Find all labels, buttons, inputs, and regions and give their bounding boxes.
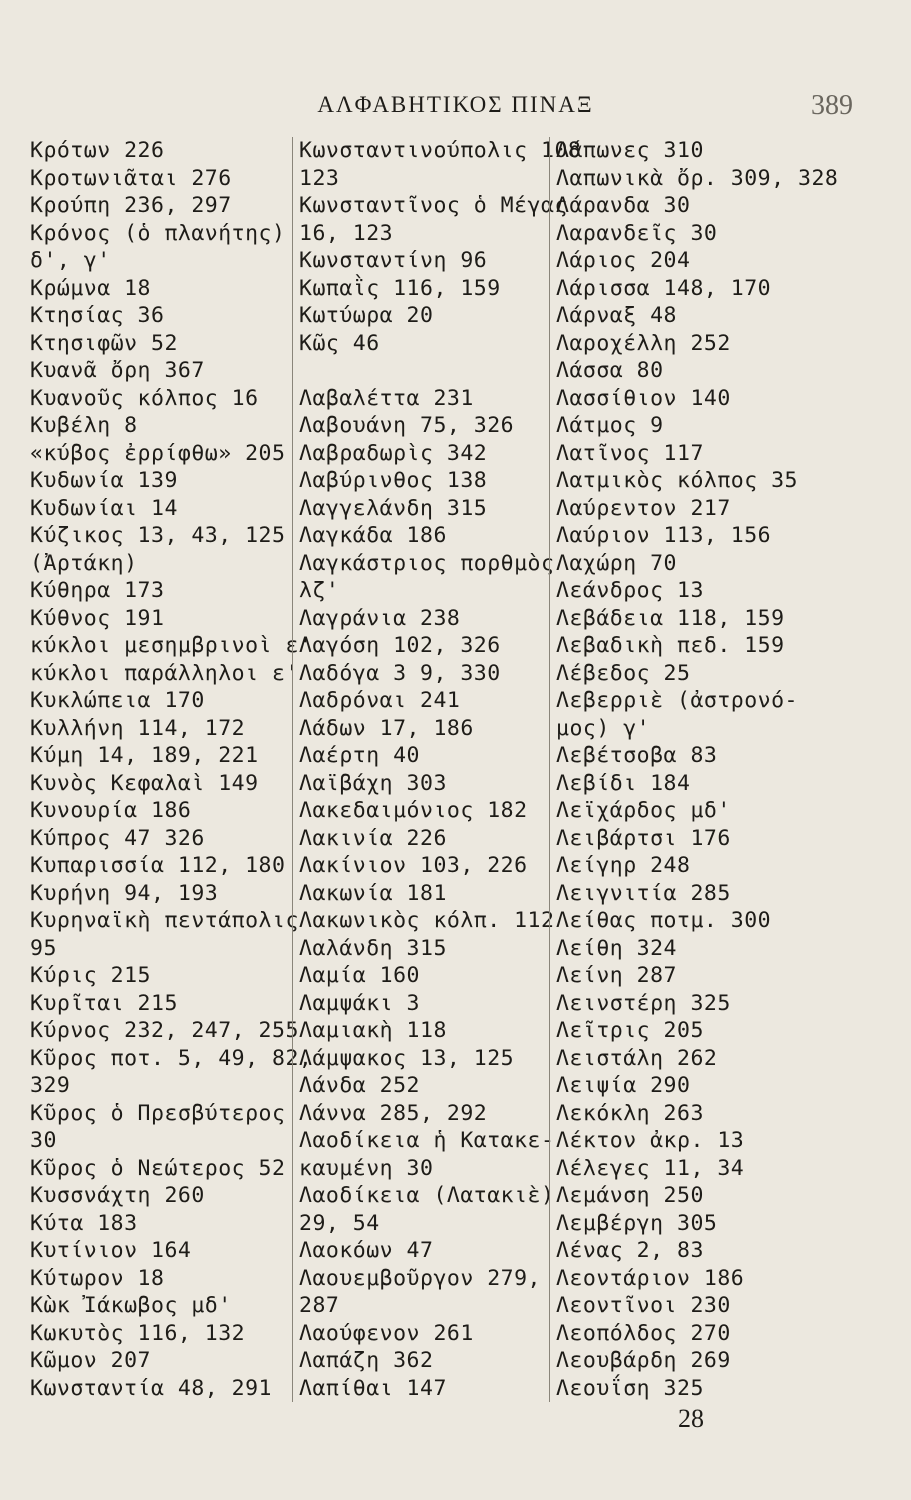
index-entry: Λεουΐση 325: [556, 1375, 704, 1401]
index-entry: Λατῖνος 117: [556, 440, 704, 466]
index-entry: Λακινία 226: [299, 825, 447, 851]
index-entry: κύκλοι παράλληλοι ε': [30, 660, 299, 686]
index-entry: Λαπάζη 362: [299, 1348, 434, 1373]
index-entry: Κυρηναϊκὴ πεντάπολις: [30, 908, 299, 933]
index-entry: δ', γ': [30, 248, 111, 273]
page-title: ΑΛΦΑΒΗΤΙΚΟΣ ΠΙΝΑΞ: [317, 92, 594, 117]
index-entry: Λειβάρτσι 176: [556, 825, 731, 851]
index-column-3: [549, 137, 896, 1402]
index-entry: Κυρήνη 94, 193: [30, 880, 219, 906]
index-entry: Λαούφενον 261: [299, 1320, 474, 1346]
index-entry: Κύπρος 47 326: [30, 825, 205, 851]
index-entry: Κυπαρισσία 112, 180: [30, 853, 286, 878]
index-entry: Λακωνικὸς κόλπ. 112: [299, 908, 555, 933]
index-entry: καυμένη 30: [299, 1155, 434, 1181]
index-entry: Λάμψακος 13, 125: [299, 1045, 515, 1071]
signature-mark: 28: [678, 1404, 704, 1433]
index-entry: [299, 357, 551, 385]
index-entry: Λάδων 17, 186: [299, 715, 474, 741]
index-entry: κύκλοι μεσημβρινοὶ ε': [30, 633, 313, 658]
index-entry: 123: [299, 165, 340, 191]
index-entry: Λασσίθιον 140: [556, 385, 731, 411]
index-entry: Λακίνιον 103, 226: [299, 853, 528, 878]
index-entry: Λαμψάκι 3: [299, 990, 420, 1016]
index-entry: Λεβερριὲ (ἀστρονό-: [556, 688, 798, 713]
index-entry: 329: [30, 1073, 71, 1098]
index-entry: Λεβάδεια 118, 159: [556, 605, 785, 631]
index-column-1: [30, 137, 313, 1402]
index-entry: Κτησίας 36: [30, 303, 165, 328]
index-entry: Κωνσταντῖνος ὁ Μέγας: [299, 193, 568, 218]
index-entry: Λαγόση 102, 326: [299, 633, 501, 658]
index-entry: Λαχώρη 70: [556, 550, 677, 576]
index-entry: Λαδρόναι 241: [299, 688, 461, 713]
index-entry: Λαβύρινθος 138: [299, 468, 488, 493]
index-entry: (Ἀρτάκη): [30, 550, 138, 576]
index-entry: Κυρῖται 215: [30, 990, 178, 1016]
index-entry: Κύζικος 13, 43, 125: [30, 523, 286, 548]
index-entry: Λειγνιτία 285: [556, 880, 731, 906]
index-entry: Λαοδίκεια ἡ Κατακε-: [299, 1128, 555, 1153]
index-entry: Κυνουρία 186: [30, 798, 192, 823]
index-entry: Λαέρτη 40: [299, 743, 420, 768]
index-entry: Κυανᾶ ὄρη 367: [30, 358, 205, 383]
index-entry: Λεϊχάρδος μδ': [556, 798, 731, 823]
index-entry: Λαγγελάνδη 315: [299, 495, 488, 521]
index-entry: Κύτωρον 18: [30, 1265, 165, 1291]
index-entry: Λεάνδρος 13: [556, 578, 704, 603]
index-entry: Λαλάνδη 315: [299, 935, 447, 961]
index-entry: Λαγράνια 238: [299, 605, 461, 631]
index-entry: Λεινστέρη 325: [556, 990, 731, 1016]
index-entry: Λαγκάστριος πορθμὸς: [299, 550, 555, 576]
index-entry: 287: [299, 1293, 340, 1318]
index-entry: Λειψία 290: [556, 1073, 691, 1098]
index-entry: Λαύριον 113, 156: [556, 523, 772, 548]
index-entry: Λαύρεντον 217: [556, 495, 731, 521]
index-entry: Λεῖτρις 205: [556, 1018, 704, 1043]
index-entry: Κυνὸς Κεφαλαὶ 149: [30, 770, 259, 796]
index-entry: Κρόνος (ὁ πλανήτης): [30, 220, 286, 246]
index-entry: «κύβος ἐρρίφθω» 205: [30, 440, 286, 466]
index-entry: Κύτα 183: [30, 1210, 138, 1236]
index-entry: Λαμία 160: [299, 963, 420, 988]
index-entry: Λεβαδικὴ πεδ. 159: [556, 633, 785, 658]
index-entry: Λάριος 204: [556, 248, 691, 273]
index-entry: 29, 54: [299, 1210, 380, 1236]
index-entry: Κυλλήνη 114, 172: [30, 715, 246, 741]
index-entry: Λεοπόλδος 270: [556, 1320, 731, 1346]
index-entry: 16, 123: [299, 220, 394, 246]
index-entry: Λειστάλη 262: [556, 1045, 718, 1071]
index-entry: Κρούπη 236, 297: [30, 193, 232, 218]
index-entry: Λαοδίκεια (Λατακιὲ): [299, 1183, 555, 1208]
index-entry: Κυδωνίαι 14: [30, 495, 178, 521]
index-entry: Λάννα 285, 292: [299, 1100, 488, 1126]
index-entry: 95: [30, 935, 57, 961]
index-entry: Λαβραδωρὶς 342: [299, 440, 488, 466]
index-entry: Λαροχέλλη 252: [556, 330, 731, 356]
index-entry: Κροτωνιᾶται 276: [30, 165, 232, 191]
index-entry: Λεμβέργη 305: [556, 1210, 718, 1236]
index-entry: Λάρναξ 48: [556, 303, 677, 328]
index-entry: Λείνη 287: [556, 963, 677, 988]
index-entry: Λάπωνες 310: [556, 138, 704, 163]
index-entry: Λεοντάριον 186: [556, 1265, 745, 1291]
index-entry: Κτησιφῶν 52: [30, 330, 178, 356]
index-entry: Λείγηρ 248: [556, 853, 691, 878]
index-entry: Κυτίνιον 164: [30, 1238, 192, 1263]
index-entry: Κύθνος 191: [30, 605, 165, 631]
index-entry: Λαβουάνη 75, 326: [299, 413, 515, 438]
index-entry: Λείθας ποτμ. 300: [556, 908, 772, 933]
index-entry: Λένας 2, 83: [556, 1238, 704, 1263]
page-number: 389: [811, 90, 853, 121]
index-entry: Λάρανδα 30: [556, 193, 691, 218]
index-entry: Λεοντῖνοι 230: [556, 1293, 731, 1318]
index-entry: 30: [30, 1128, 57, 1153]
index-entry: Λεουβάρδη 269: [556, 1348, 731, 1373]
index-entry: Λαπίθαι 147: [299, 1375, 447, 1401]
index-column-2: [292, 137, 582, 1402]
index-entry: Λεμάνση 250: [556, 1183, 704, 1208]
index-entry: Κύρις 215: [30, 963, 151, 988]
index-entry: λζ': [299, 578, 340, 603]
index-entry: Κύμη 14, 189, 221: [30, 743, 259, 768]
index-entry: Λακωνία 181: [299, 880, 447, 906]
index-entry: Λεκόκλη 263: [556, 1100, 704, 1126]
index-entry: Κῶς 46: [299, 330, 380, 356]
index-entry: Κρώμνα 18: [30, 275, 151, 301]
index-entry: Κυδωνία 139: [30, 468, 178, 493]
index-entry: Λαμιακὴ 118: [299, 1018, 447, 1043]
index-entry: Λαϊβάχη 303: [299, 770, 447, 796]
index-entry: Λαγκάδα 186: [299, 523, 447, 548]
index-entry: Κρότων 226: [30, 138, 165, 163]
index-entry: Λέλεγες 11, 34: [556, 1155, 745, 1181]
index-entry: Λαουεμβοῦργον 279,: [299, 1265, 541, 1291]
index-entry: Λεβίδι 184: [556, 770, 691, 796]
index-entry: Κύθηρα 173: [30, 578, 165, 603]
index-entry: Λάτμος 9: [556, 413, 664, 438]
index-entry: Λάσσα 80: [556, 358, 664, 383]
index-entry: Λάρισσα 148, 170: [556, 275, 772, 301]
index-entry: Λάνδα 252: [299, 1073, 420, 1098]
index-entry: Κῦρος ὁ Πρεσβύτερος: [30, 1100, 286, 1126]
index-entry: Κωτύωρα 20: [299, 303, 434, 328]
index-entry: Λαρανδεῖς 30: [556, 220, 718, 246]
index-entry: Κυκλώπεια 170: [30, 688, 205, 713]
index-entry: Λαπωνικὰ ὄρ. 309, 328: [556, 165, 839, 191]
index-entry: Λαδόγα 3 9, 330: [299, 660, 501, 686]
index-entry: Κὼκ Ἰάκωβος μδ': [30, 1293, 232, 1318]
index-entry: Κύρνος 232, 247, 255: [30, 1018, 299, 1043]
index-entry: μος) γ': [556, 715, 651, 741]
index-entry: Λαοκόων 47: [299, 1238, 434, 1263]
index-entry: Λακεδαιμόνιος 182: [299, 798, 528, 823]
index-entry: Κυσσνάχτη 260: [30, 1183, 205, 1208]
index-entry: Κυανοῦς κόλπος 16: [30, 385, 259, 411]
index-entry: Κῶμον 207: [30, 1348, 151, 1373]
index-entry: Κῦρος ὁ Νεώτερος 52: [30, 1155, 286, 1181]
index-entry: Κωκυτὸς 116, 132: [30, 1320, 246, 1346]
index-entry: Κωνσταντία 48, 291: [30, 1375, 272, 1401]
index-entry: Λέβεδος 25: [556, 660, 691, 686]
index-entry: Λέκτον ἀκρ. 13: [556, 1128, 745, 1153]
index-entry: Λαβαλέττα 231: [299, 385, 474, 411]
index-entry: Κωνσταντινούπολις 108: [299, 138, 582, 163]
index-entry: Κωπαῒς 116, 159: [299, 275, 501, 301]
index-entry: Λείθη 324: [556, 935, 677, 961]
index-entry: Κυβέλη 8: [30, 413, 138, 438]
index-entry: Κῦρος ποτ. 5, 49, 82,: [30, 1045, 313, 1071]
index-entry: Λεβέτσοβα 83: [556, 743, 718, 768]
index-entry: Κωνσταντίνη 96: [299, 248, 488, 273]
index-entry: Λατμικὸς κόλπος 35: [556, 468, 798, 493]
